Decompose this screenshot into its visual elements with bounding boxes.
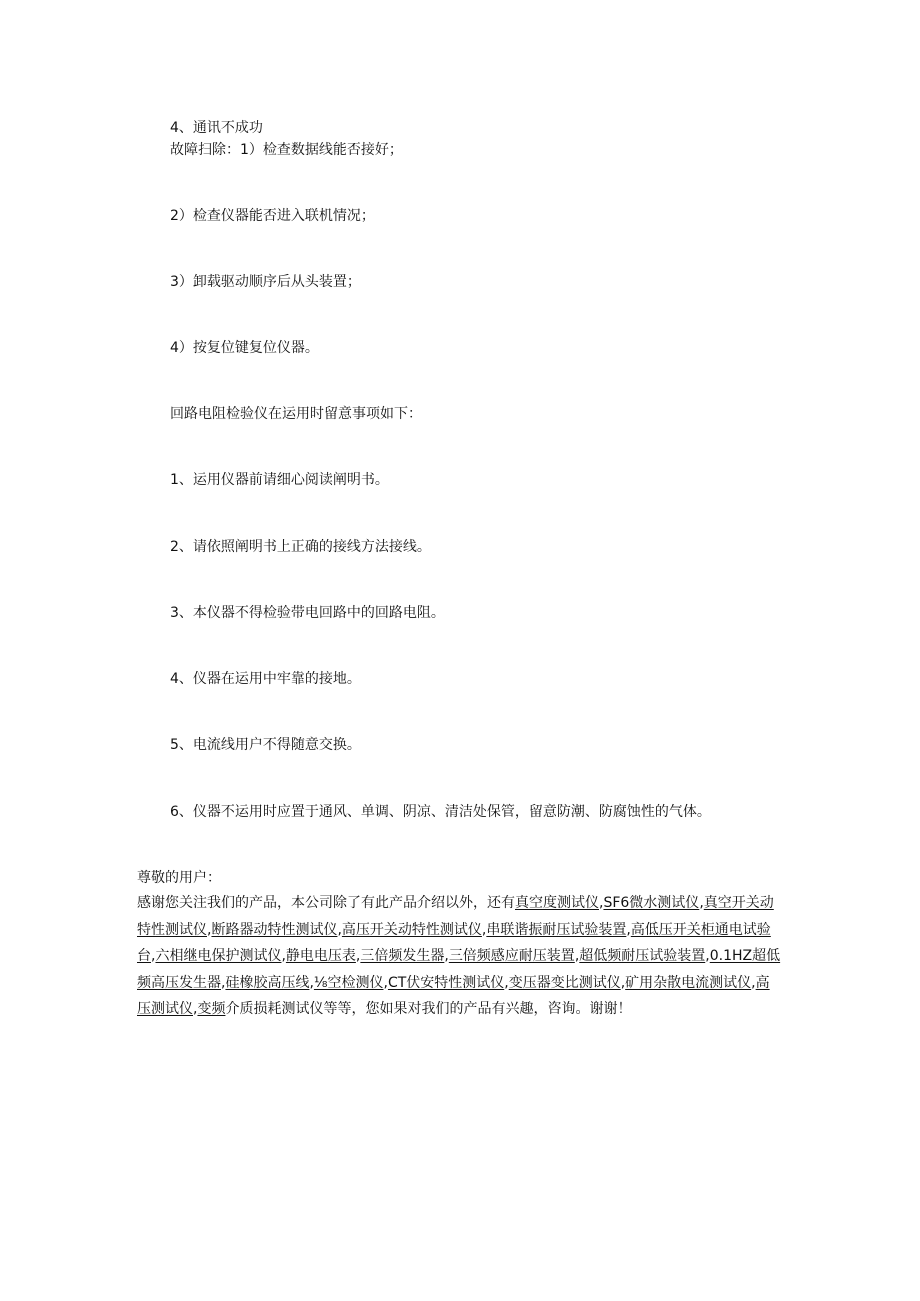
product-separator: , [355,948,361,964]
troubleshoot-step-4: 4）按复位键复位仪器。 [170,340,319,356]
closing-greeting: 尊敬的用户： [137,870,221,886]
product-links [137,895,780,1017]
product-separator: , [281,948,286,964]
product-separator: , [193,1001,198,1017]
product-separator: , [383,974,388,991]
product-separator: , [309,974,314,991]
product-link[interactable]: 0.1HZ超低频高压发生器 [137,948,781,991]
product-link[interactable]: 断路器动特性测试仪 [211,921,338,938]
product-link[interactable]: 超低频耐压试验装置 [579,948,706,964]
product-separator: , [699,895,704,911]
product-separator: , [574,948,580,964]
product-link[interactable]: 三倍频发生器 [360,948,445,964]
product-link[interactable]: 高低压开关柜通电试验台 [137,921,771,964]
note-item-2: 2、请依照阐明书上正确的接线方法接线。 [170,539,431,555]
note-item-4: 4、仪器在运用中牢靠的接地。 [170,671,361,687]
closing-outro: 介质损耗测试仪等等，您如果对我们的产品有兴趣，咨询。谢谢！ [225,1001,632,1017]
note-item-1: 1、运用仪器前请细心阅读阐明书。 [170,472,389,488]
product-separator: , [504,974,509,991]
product-link[interactable]: 高压开关动特性测试仪 [341,921,482,938]
product-link[interactable]: 变压器变比测试仪 [508,974,621,991]
product-link[interactable]: 变频 [197,1001,226,1017]
product-link[interactable]: 高压测试仪 [137,974,770,1017]
product-link[interactable]: 静电电压表 [285,948,356,964]
section4-title: 4、通讯不成功 [170,120,263,136]
troubleshoot-step-3: 3）卸载驱动顺序后从头装置； [170,274,361,290]
product-separator: , [626,921,631,938]
product-separator: , [444,948,449,964]
product-link[interactable]: ⅛空检测仪 [313,974,384,991]
product-separator: , [751,974,756,991]
product-link[interactable]: 真空开关动特性测试仪 [137,895,774,938]
troubleshoot-step-2: 2）检查仪器能否进入联机情况； [170,208,375,224]
product-link[interactable]: CT伏安特性测试仪 [387,974,505,991]
product-separator: , [599,895,604,911]
product-link[interactable]: 硅橡胶高压线 [225,974,310,991]
product-separator: , [481,921,487,938]
product-separator: , [221,974,226,991]
closing-intro: 感谢您关注我们的产品，本公司除了有此产品介绍以外，还有 [137,895,515,911]
troubleshoot-step-1: 故障扫除：1）检查数据线能否接好； [170,142,403,158]
product-link[interactable]: 矿用杂散电流测试仪 [625,974,752,991]
product-link[interactable]: 串联谐振耐压试验装置 [486,921,627,938]
note-item-5: 5、电流线用户不得随意交换。 [170,737,361,753]
product-link[interactable]: 真空度测试仪 [515,895,599,911]
product-link[interactable]: 三倍频感应耐压装置 [448,948,575,964]
closing-paragraph [137,890,782,1023]
product-link[interactable]: 六相继电保护测试仪 [155,948,282,964]
product-separator: , [151,948,156,964]
note-item-6: 6、仪器不运用时应置于通风、单调、阴凉、清洁处保管，留意防潮、防腐蚀性的气体。 [170,804,711,820]
product-link[interactable]: SF6微水测试仪 [603,895,700,911]
note-item-3: 3、本仪器不得检验带电回路中的回路电阻。 [170,605,445,621]
product-separator: , [705,948,710,964]
product-separator: , [207,921,212,938]
notes-heading: 回路电阻检验仪在运用时留意事项如下： [170,406,422,422]
product-separator: , [337,921,342,938]
product-separator: , [620,974,626,991]
